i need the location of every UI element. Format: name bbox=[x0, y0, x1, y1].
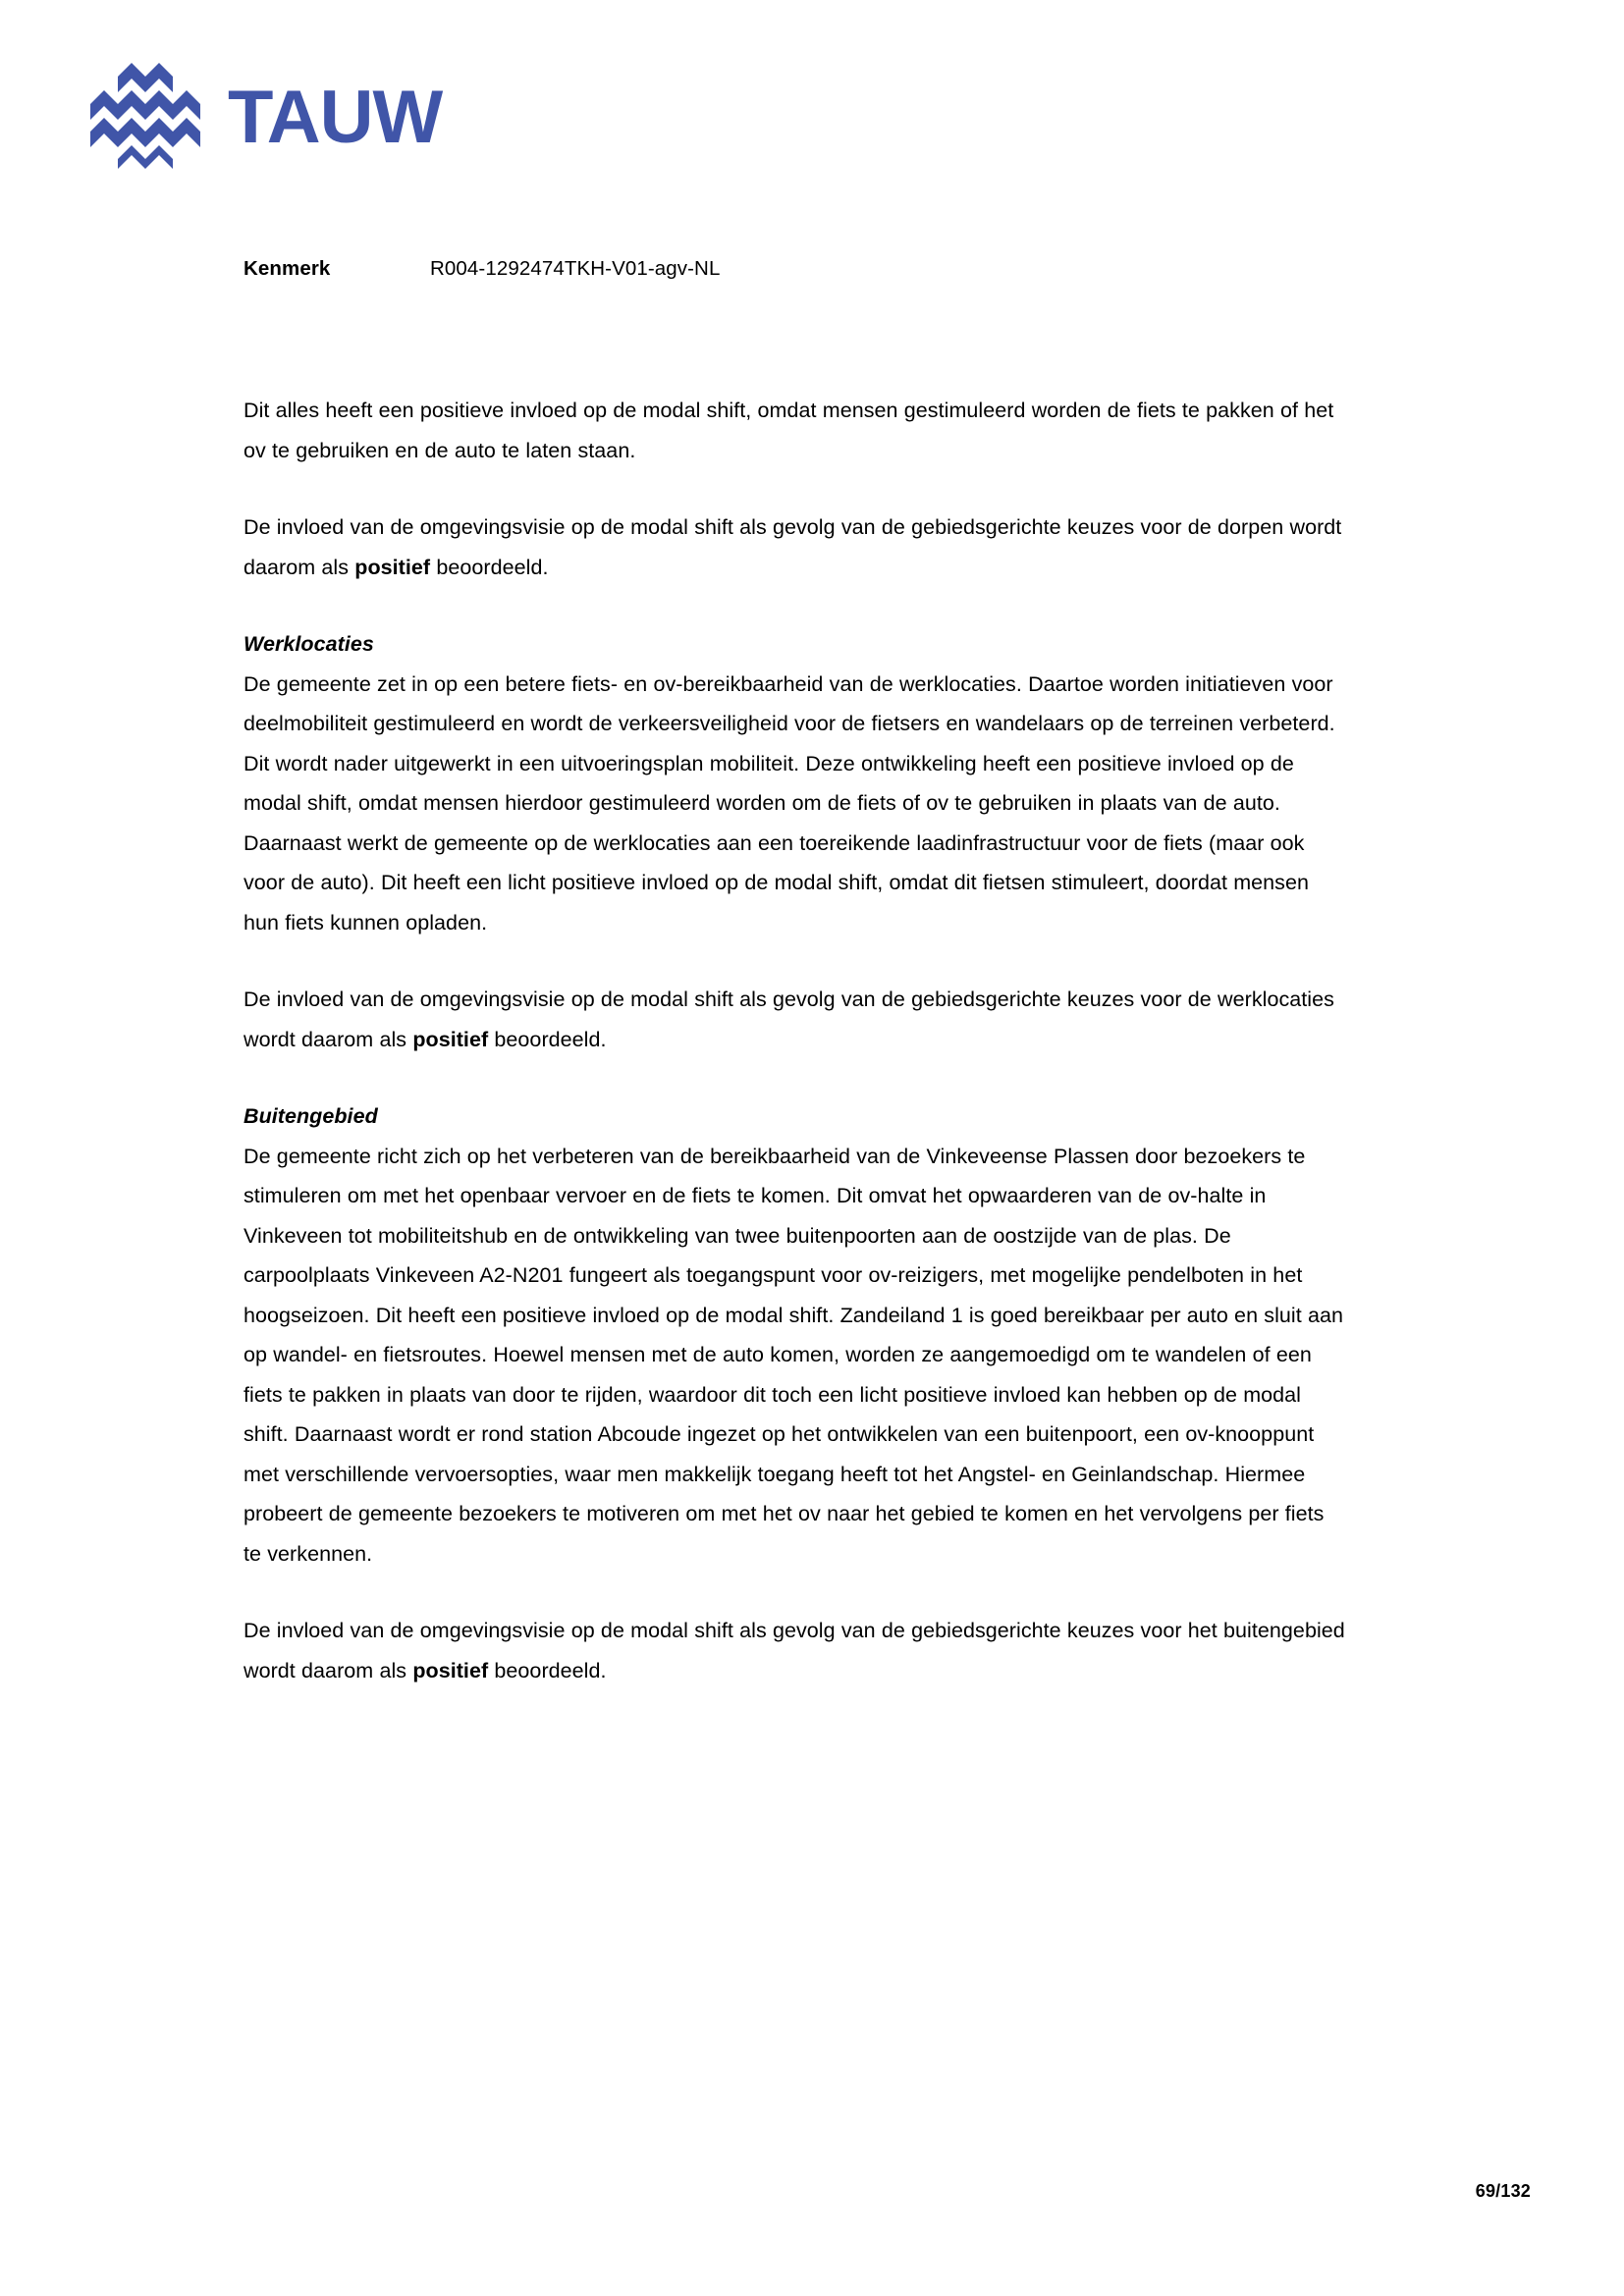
kenmerk-label: Kenmerk bbox=[244, 257, 331, 280]
paragraph-werklocaties-conclusion-text-before: De invloed van de omgevingsvisie op de modal shift als gevolg van de gebiedsgerichte keuzes voor de werklocaties wordt daarom als bbox=[244, 988, 1334, 1051]
paragraph-werklocaties-conclusion-text-after: beoordeeld. bbox=[488, 1027, 607, 1051]
paragraph-buitengebied-conclusion-text-after: beoordeeld. bbox=[488, 1658, 607, 1682]
section-heading-werklocaties: Werklocaties bbox=[244, 632, 374, 656]
paragraph-buitengebied-conclusion-text-before: De invloed van de omgevingsvisie op de modal shift als gevolg van de gebiedsgerichte keuzes voor het buitengebied wordt daarom als bbox=[244, 1619, 1345, 1682]
paragraph-werklocaties: De gemeente zet in op een betere fiets- en ov-bereikbaarheid van de werklocaties. Daartoe worden initiatieven voor deelmobiliteit gestimuleerd en wordt de verkeersveiligheid voor de fietsers en wandelaars op de terreinen verbeterd. Dit wordt nader uitgewerkt in een uitvoeringsplan mobiliteit. Deze ontwikkeling heeft een positieve invloed op de modal shift, omdat mensen hierdoor gestimuleerd worden om de fiets of ov te gebruiken in plaats van de auto. Daarnaast werkt de gemeente op de werklocaties aan een toereikende laadinfrastructuur voor de fiets (maar ook voor de auto). Dit heeft een licht positieve invloed op de modal shift, omdat dit fietsen stimuleert, doordat mensen hun fiets kunnen opladen. bbox=[244, 671, 1335, 934]
kenmerk-row bbox=[244, 257, 720, 281]
tauw-wordmark: TAUW bbox=[228, 76, 443, 159]
paragraph-werklocaties-conclusion bbox=[244, 980, 1345, 1059]
verdict-positief-buitengebied: positief bbox=[412, 1658, 489, 1682]
paragraph-intro: Dit alles heeft een positieve invloed op de modal shift, omdat mensen gestimuleerd worden de fiets te pakken of het ov te gebruiken en de auto te laten staan. bbox=[244, 399, 1334, 462]
kenmerk-value: R004-1292474TKH-V01-agv-NL bbox=[430, 257, 721, 280]
tauw-logo bbox=[90, 61, 442, 169]
verdict-positief-werklocaties: positief bbox=[412, 1027, 489, 1051]
paragraph-dorpen-conclusion-text-before: De invloed van de omgevingsvisie op de modal shift als gevolg van de gebiedsgerichte keuzes voor de dorpen wordt daarom als bbox=[244, 515, 1342, 579]
paragraph-dorpen-conclusion-text-after: beoordeeld. bbox=[430, 555, 549, 579]
verdict-positief-dorpen: positief bbox=[354, 555, 431, 579]
paragraph-dorpen-conclusion bbox=[244, 507, 1345, 587]
section-heading-buitengebied: Buitengebied bbox=[244, 1104, 378, 1128]
paragraph-buitengebied: De gemeente richt zich op het verbeteren van de bereikbaarheid van de Vinkeveense Plassen door bezoekers te stimuleren om met het openbaar vervoer en de fiets te komen. Dit omvat het opwaarderen van de ov-halte in Vinkeveen tot mobiliteitshub en de ontwikkeling van twee buitenpoorten aan de oostzijde van de plas. De carpoolplaats Vinkeveen A2-N201 fungeert als toegangspunt voor ov-reizigers, met mogelijke pendelboten in het hoogseizoen. Dit heeft een positieve invloed op de modal shift. Zandeiland 1 is goed bereikbaar per auto en sluit aan op wandel- en fietsroutes. Hoewel mensen met de auto komen, worden ze aangemoedigd om te wandelen of een fiets te pakken in plaats van door te rijden, waardoor dit toch een licht positieve invloed kan hebben op de modal shift. Daarnaast wordt er rond station Abcoude ingezet op het ontwikkelen van een buitenpoort, een ov-knooppunt met verschillende vervoersopties, waar men makkelijk toegang heeft tot het Angstel- en Geinlandschap. Hiermee probeert de gemeente bezoekers te motiveren om met het ov naar het gebied te komen en het vervolgens per fiets te verkennen. bbox=[244, 1144, 1344, 1566]
tauw-lattice-mark-icon bbox=[90, 61, 200, 169]
paragraph-buitengebied-conclusion bbox=[244, 1611, 1345, 1690]
page-number: 69/132 bbox=[1475, 2181, 1531, 2201]
document-body bbox=[244, 391, 1345, 1690]
